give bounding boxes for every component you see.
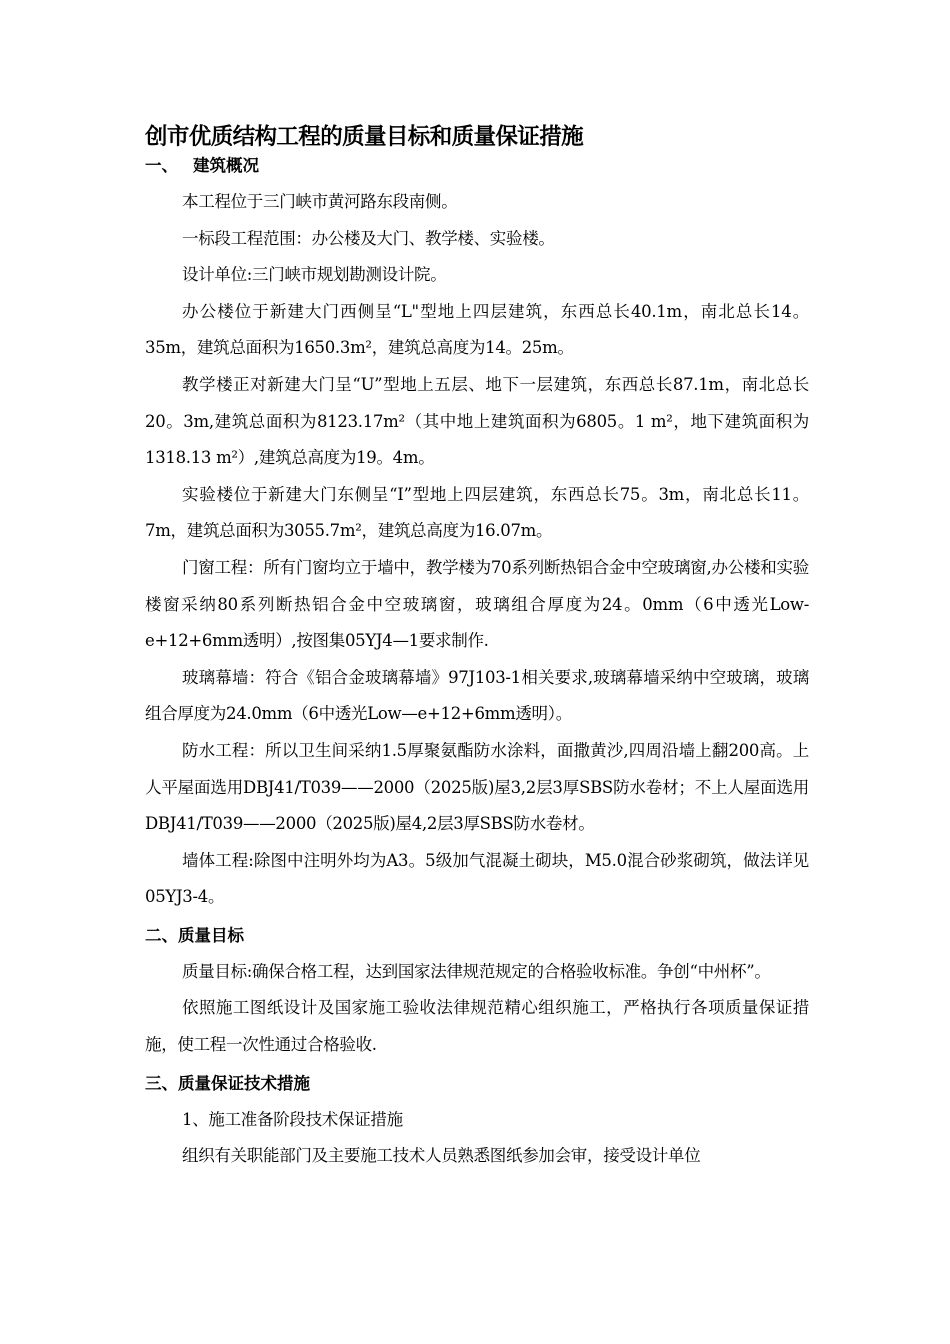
section-title: 建筑概况 (193, 156, 259, 175)
paragraph: 依照施工图纸设计及国家施工验收法律规范精心组织施工，严格执行各项质量保证措施，使工程一次性通过合格验收. (145, 998, 809, 1055)
paragraph: 实验楼位于新建大门东侧呈“I”型地上四层建筑，东西总长75。3m，南北总长11。7m，建筑总面积为3055.7m²，建筑总高度为16.07m。 (145, 484, 809, 541)
section-number: 二、 (145, 925, 178, 945)
document-page (145, 120, 809, 1175)
section-title: 质量保证技术措施 (178, 1073, 310, 1093)
document-title: 创市优质结构工程的质量目标和质量保证措施 (145, 124, 584, 150)
paragraph: 本工程位于三门峡市黄河路东段南侧。 (182, 192, 458, 211)
paragraph: 防水工程：所以卫生间采纳1.5厚聚氨酯防水涂料，面撒黄沙,四周沿墙上翻200高。上人平屋面选用DBJ41/T039——2000（2025版)屋3,2层3厚SBS防水卷材；不上人屋面选用DBJ41/T039——2000（2025版)屋4,2层3厚SBS防水卷材。 (145, 740, 809, 834)
section-heading-3 (145, 1072, 809, 1096)
paragraph: 组织有关职能部门及主要施工技术人员熟悉图纸参加会审，接受设计单位 (182, 1146, 701, 1166)
paragraph: 墙体工程:除图中注明外均为A3。5级加气混凝土砌块，M5.0混合砂浆砌筑，做法详见05YJ3-4。 (145, 850, 809, 907)
section-heading-2 (145, 924, 809, 948)
section-title: 质量目标 (178, 925, 244, 945)
paragraph: 办公楼位于新建大门西侧呈“L"型地上四层建筑，东西总长40.1m，南北总长14。35m，建筑总面积为1650.3m²，建筑总高度为14。25m。 (145, 301, 809, 358)
paragraph: 一标段工程范围：办公楼及大门、教学楼、实验楼。 (182, 228, 555, 248)
paragraph: 门窗工程：所有门窗均立于墙中，教学楼为70系列断热铝合金中空玻璃窗,办公楼和实验楼窗采纳80系列断热铝合金中空玻璃窗，玻璃组合厚度为24。0mm（6中透光Low-e+12+6mm透明）,按图集05YJ4—1要求制作. (145, 557, 809, 651)
paragraph: 1、施工准备阶段技术保证措施 (182, 1109, 403, 1129)
paragraph: 质量目标:确保合格工程，达到国家法律规范规定的合格验收标准。争创“中州杯”。 (182, 961, 771, 981)
paragraph: 教学楼正对新建大门呈“U”型地上五层、地下一层建筑，东西总长87.1m，南北总长20。3m,建筑总面积为8123.17m²（其中地上建筑面积为6805。1 m²，地下建筑面积为1318.13 m²）,建筑总高度为19。4m。 (145, 374, 809, 468)
paragraph: 玻璃幕墙：符合《铝合金玻璃幕墙》97J103-1相关要求,玻璃幕墙采纳中空玻璃，玻璃组合厚度为24.0mm（6中透光Low—e+12+6mm透明）。 (145, 667, 809, 724)
section-number: 一、 (145, 156, 178, 175)
paragraph: 设计单位:三门峡市规划勘测设计院。 (182, 265, 447, 285)
section-heading-1 (145, 154, 809, 178)
section-number: 三、 (145, 1073, 178, 1093)
